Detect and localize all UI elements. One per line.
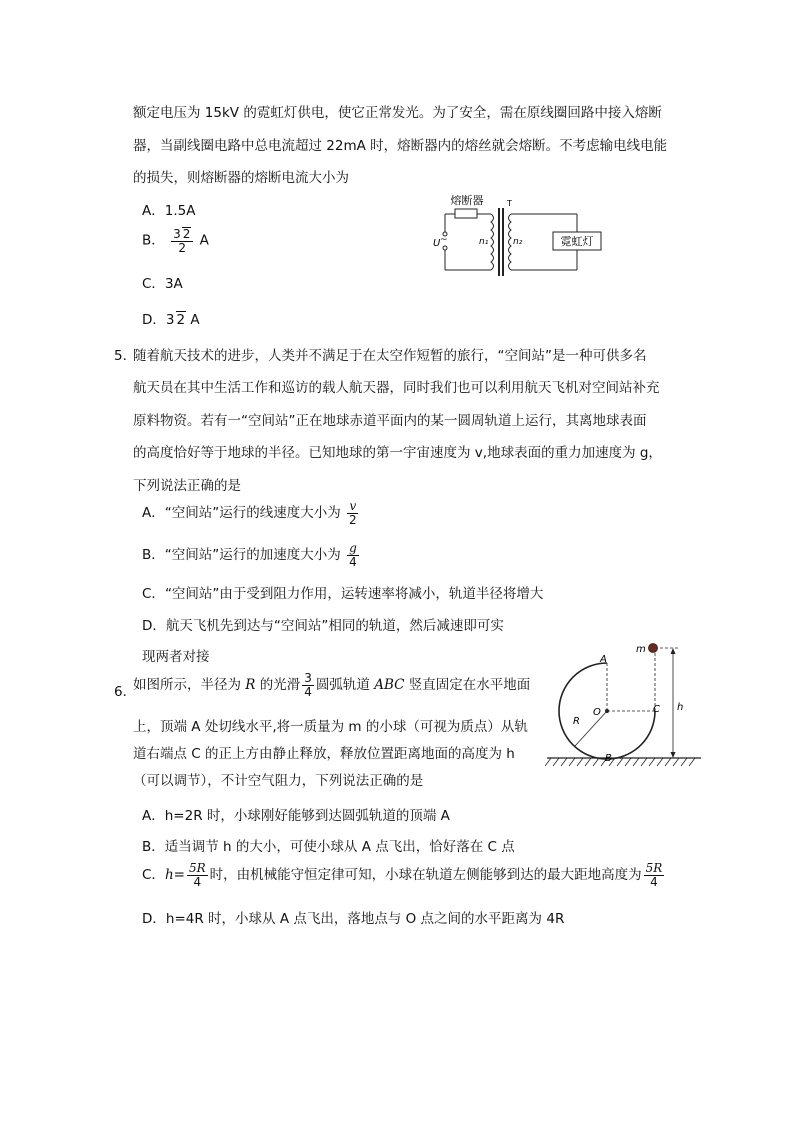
n2-label: n₂ [513, 237, 523, 247]
fraction: $\frac{5R}{4}$ [645, 861, 663, 889]
a-point-label: A [600, 654, 607, 665]
q5-number: 5． [114, 348, 137, 364]
q5-option-d-continued: 现两者对接 [142, 649, 210, 665]
fraction: $\frac{5R}{4}$ [188, 861, 206, 889]
q6-option-a[interactable]: A．h=2R 时，小球刚好能够到达圆弧轨道的顶端 A [142, 808, 450, 824]
lamp-label: 霓虹灯 [560, 235, 594, 248]
q6-stem-line-1: 如图所示，半径为 R 的光滑 $\frac{3}{4}$ 圆弧轨道 ABC 竖直固定在水平地面 [133, 671, 531, 699]
q6-stem-line-2: 上，顶端 A 处切线水平,将一质量为 m 的小球（可视为质点）从轨 [133, 719, 528, 735]
q5-stem-line-5: 下列说法正确的是 [133, 478, 241, 494]
c-point-label: C [653, 704, 660, 715]
transformer-circuit-diagram [425, 192, 615, 282]
q4-stem-line-2: 器，当副线圈电路中总电流超过 22mA 时，熔断器内的熔丝就会熔断。不考虑输电线电能 [133, 138, 668, 154]
r-label: R [573, 716, 580, 727]
q5-option-d[interactable]: D．航天飞机先到达与“空间站”相同的轨道，然后减速即可实 [142, 618, 504, 634]
q5-option-a[interactable]: A．“空间站”运行的线速度大小为 $\frac{v}{2}$ [142, 499, 357, 527]
q4-stem-line-1: 额定电压为 15kV 的霓虹灯供电，使它正常发光。为了安全，需在原线圈回路中接入熔断 [133, 105, 662, 121]
q4-option-b[interactable]: B． $\frac{3 2}{2}$ A [142, 227, 209, 255]
q6-option-c[interactable]: C．h= $\frac{5R}{4}$ 时，由机械能守恒定律可知，小球在轨道左侧能够到达的最大距地高度为 $\frac{5R}{4}$ [142, 861, 663, 889]
o-point-label: O [593, 707, 601, 718]
h-label: h [677, 702, 684, 713]
q6-stem-line-3: 道右端点 C 的正上方由静止释放，释放位置距离地面的高度为 h [133, 746, 515, 762]
fuse-label: 熔断器 [450, 194, 484, 207]
q6-number: 6． [114, 684, 137, 700]
core-label: T [507, 199, 512, 208]
q5-stem-line-1: 随着航天技术的进步，人类并不满足于在太空作短暂的旅行，“空间站”是一种可供多名 [133, 348, 647, 364]
ac-symbol: ~ [440, 235, 448, 245]
n1-label: n₁ [479, 237, 489, 247]
q5-stem-line-3: 原料物资。若有一“空间站”正在地球赤道平面内的某一圆周轨道上运行，其离地球表面 [133, 413, 647, 429]
q5-stem-line-4: 的高度恰好等于地球的半径。已知地球的第一宇宙速度为 v,地球表面的重力加速度为 g， [133, 445, 662, 461]
q4-option-d[interactable]: D．3 2 A [142, 312, 200, 328]
q5-option-c[interactable]: C．“空间站”由于受到阻力作用，运转速率将减小，轨道半径将增大 [142, 586, 544, 602]
q4-option-a[interactable]: A．1.5A [142, 203, 196, 219]
fraction: $\frac{3 2}{2}$ [171, 227, 193, 254]
m-label: m [636, 644, 646, 655]
q4-option-c[interactable]: C．3A [142, 276, 183, 292]
fraction: $\frac{3}{4}$ [304, 671, 312, 699]
u-label: U [433, 238, 441, 249]
q4-stem-line-3: 的损失，则熔断器的熔断电流大小为 [133, 170, 349, 186]
fraction: $\frac{g}{4}$ [349, 541, 357, 569]
q6-option-d[interactable]: D．h=4R 时，小球从 A 点飞出，落地点与 O 点之间的水平距离为 4R [142, 911, 565, 927]
b-point-label: B [605, 753, 612, 764]
q5-stem-line-2: 航天员在其中生活工作和巡访的载人航天器，同时我们也可以利用航天飞机对空间站补充 [133, 380, 660, 396]
fraction: $\frac{v}{2}$ [349, 499, 357, 527]
q6-option-b[interactable]: B．适当调节 h 的大小，可使小球从 A 点飞出，恰好落在 C 点 [142, 839, 515, 855]
q6-stem-line-4: （可以调节），不计空气阻力，下列说法正确的是 [133, 773, 424, 789]
q5-option-b[interactable]: B．“空间站”运行的加速度大小为 $\frac{g}{4}$ [142, 541, 357, 569]
circular-track-diagram [545, 640, 705, 772]
